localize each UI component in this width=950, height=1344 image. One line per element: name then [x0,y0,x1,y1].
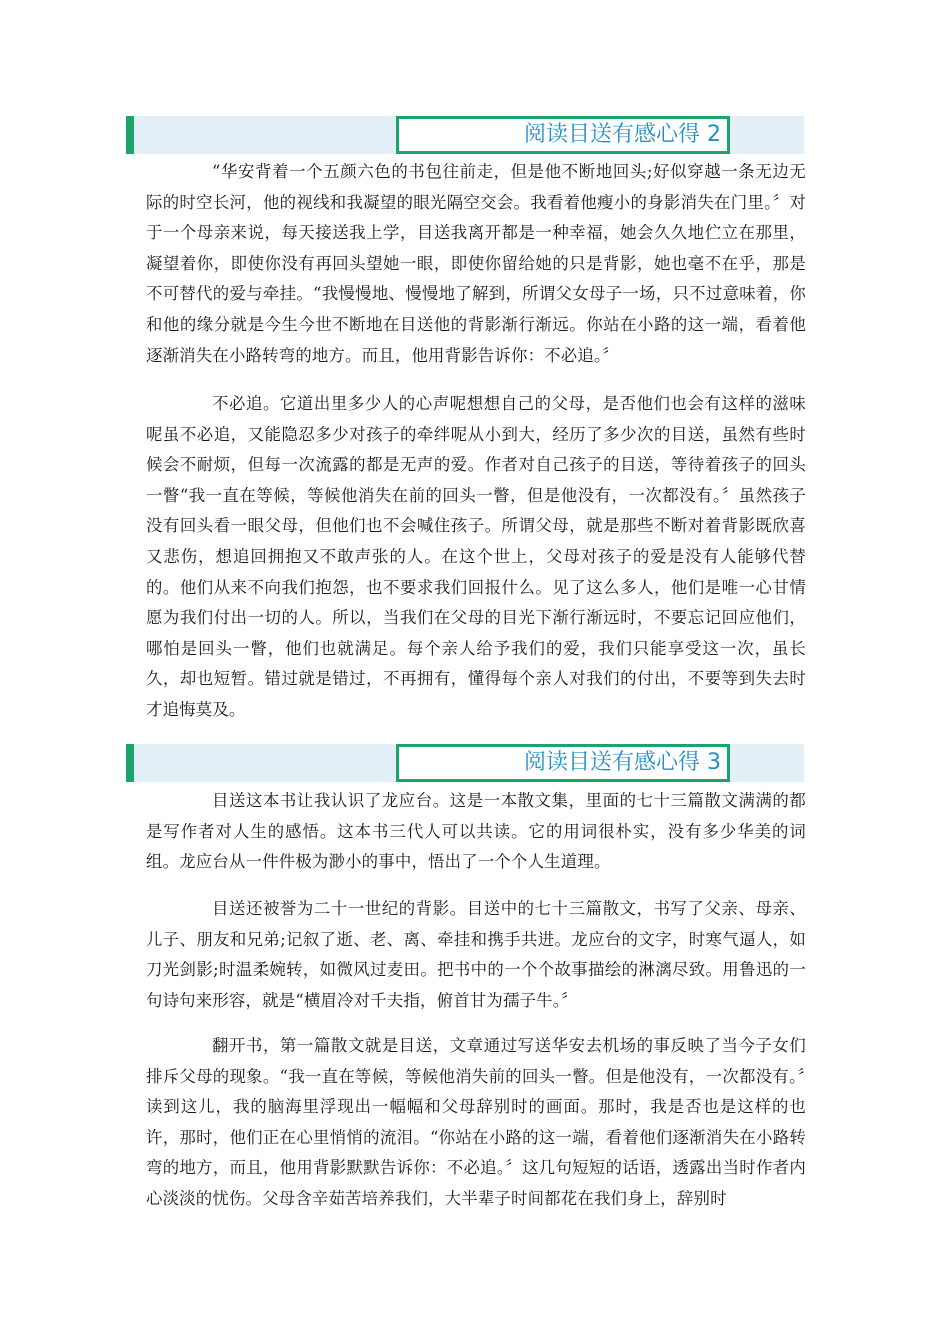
paragraph: “华安背着一个五颜六色的书包往前走，但是他不断地回头;好似穿越一条无边无际的时空长河，他的视线和我凝望的眼光隔空交会。我看着他瘦小的身影消失在门里。〞对于一个母亲来说，每天接送我上学，目送我离开都是一种幸福，她会久久地伫立在那里，凝望着你，即使你没有再回头望她一眼，即使你留给她的只是背影，她也毫不在乎，那是不可替代的爱与牵挂。“我慢慢地、慢慢地了解到，所谓父女母子一场，只不过意味着，你和他的缘分就是今生今世不断地在目送他的背影渐行渐远。你站在小路的这一端，看着他逐渐消失在小路转弯的地方。而且，他用背影告诉你：不必追。〞 [146,162,806,365]
section-header-2 [126,116,804,154]
section-title: 阅读目送有感心得 2 [396,116,730,154]
paragraph: 目送这本书让我认识了龙应台。这是一本散文集，里面的七十三篇散文满满的都是写作者对人生的感悟。这本书三代人可以共读。它的用词很朴实，没有多少华美的词组。龙应台从一件件极为渺小的事中，悟出了一个个人生道理。 [146,791,806,872]
section-header-3 [126,744,804,782]
paragraph: 翻开书，第一篇散文就是目送，文章通过写送华安去机场的事反映了当今子女们排斥父母的现象。“我一直在等候，等候他消失前的回头一瞥。但是他没有，一次都没有。〞读到这儿，我的脑海里浮现出一幅幅和父母辞别时的画面。那时，我是否也是这样的也许，那时，他们正在心里悄悄的流泪。“你站在小路的这一端，看着他们逐渐消失在小路转弯的地方，而且，他用背影默默告诉你：不必追。〞这几句短短的话语，透露出当时作者内心淡淡的忧伤。父母含辛茹苦培养我们，大半辈子时间都花在我们身上，辞别时 [146,1036,806,1208]
paragraph: 不必追。它道出里多少人的心声呢想想自己的父母，是否他们也会有这样的滋味呢虽不必追，又能隐忍多少对孩子的牵绊呢从小到大，经历了多少次的目送，虽然有些时候会不耐烦，但每一次流露的都是无声的爱。作者对自己孩子的目送，等待着孩子的回头一瞥“我一直在等候，等候他消失在前的回头一瞥，但是他没有，一次都没有。〞虽然孩子没有回头看一眼父母，但他们也不会喊住孩子。所谓父母，就是那些不断对着背影既欣喜又悲伤，想追回拥抱又不敢声张的人。在这个世上，父母对孩子的爱是没有人能够代替的。他们从来不向我们抱怨，也不要求我们回报什么。见了这么多人，他们是唯一心甘情愿为我们付出一切的人。所以，当我们在父母的目光下渐行渐远时，不要忘记回应他们，哪怕是回头一瞥，他们也就满足。每个亲人给予我们的爱，我们只能享受这一次，虽长久，却也短暂。错过就是错过，不再拥有，懂得每个亲人对我们的付出，不要等到失去时才追悔莫及。 [146,394,806,719]
section-title: 阅读目送有感心得 3 [396,744,730,782]
paragraph: 目送还被誉为二十一世纪的背影。目送中的七十三篇散文，书写了父亲、母亲、儿子、朋友和兄弟;记叙了逝、老、离、牵挂和携手共进。龙应台的文字，时寒气逼人，如刀光剑影;时温柔婉转，如微风过麦田。把书中的一个个故事描绘的淋漓尽致。用鲁迅的一句诗句来形容，就是“横眉冷对千夫指，俯首甘为孺子牛。〞 [146,899,806,1010]
